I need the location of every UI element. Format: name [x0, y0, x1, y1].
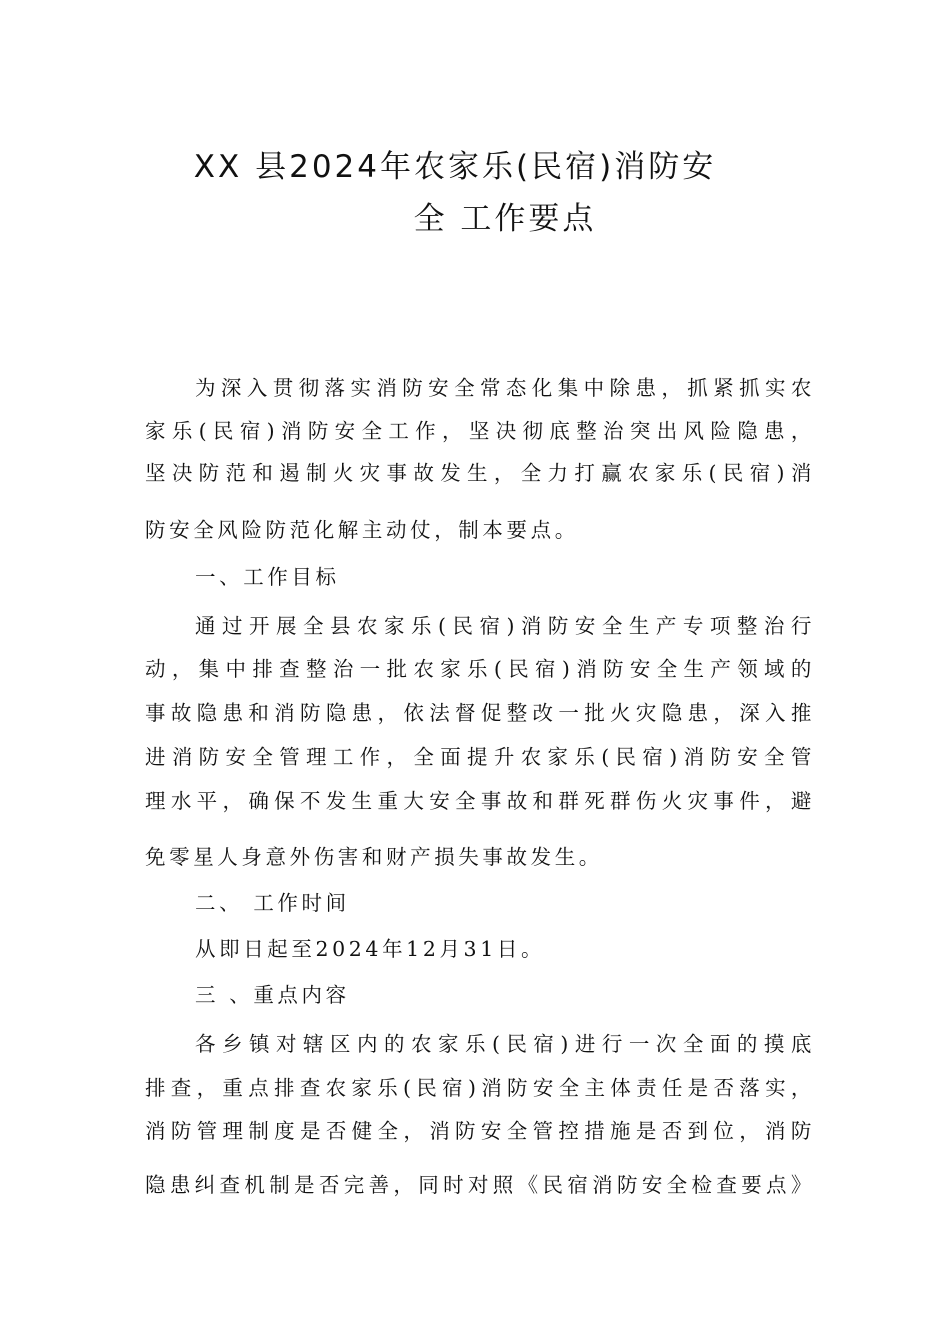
section-3-line-1: 各乡镇对辖区内的农家乐(民宿)进行一次全面的摸底	[195, 1032, 815, 1056]
section-1-line-2: 动，集中排查整治一批农家乐(民宿)消防安全生产领域的	[145, 657, 815, 681]
intro-line-2: 家乐(民宿)消防安全工作，坚决彻底整治突出风险隐患，	[145, 419, 815, 443]
section-2-body: 从即日起至2024年12月31日。	[195, 937, 546, 961]
section-3-line-2: 排查，重点排查农家乐(民宿)消防安全主体责任是否落实，	[145, 1076, 815, 1100]
section-1-line-4: 进消防安全管理工作，全面提升农家乐(民宿)消防安全管	[145, 745, 815, 769]
document-title-line-1: XX 县2024年农家乐(民宿)消防安	[193, 149, 717, 185]
section-1-heading: 一、工作目标	[195, 565, 340, 589]
section-1-line-5: 理水平，确保不发生重大安全事故和群死群伤火灾事件，避	[145, 789, 815, 813]
section-1-line-1: 通过开展全县农家乐(民宿)消防安全生产专项整治行	[195, 614, 815, 638]
section-3-line-3: 消防管理制度是否健全，消防安全管控措施是否到位，消防	[145, 1119, 815, 1143]
section-1-line-6: 免零星人身意外伤害和财产损失事故发生。	[145, 845, 603, 869]
intro-line-3: 坚决防范和遏制火灾事故发生，全力打赢农家乐(民宿)消	[145, 461, 815, 485]
intro-line-4: 防安全风险防范化解主动仗，制本要点。	[145, 518, 579, 542]
document-title-line-2: 全 工作要点	[413, 201, 597, 237]
section-3-line-4: 隐患纠查机制是否完善，同时对照《民宿消防安全检查要点》	[145, 1173, 815, 1197]
section-1-line-3: 事故隐患和消防隐患，依法督促整改一批火灾隐患，深入推	[145, 701, 815, 725]
intro-line-1: 为深入贯彻落实消防安全常态化集中除患，抓紧抓实农	[195, 376, 815, 400]
section-2-heading: 二、 工作时间	[195, 891, 350, 915]
section-3-heading: 三 、重点内容	[195, 983, 350, 1007]
